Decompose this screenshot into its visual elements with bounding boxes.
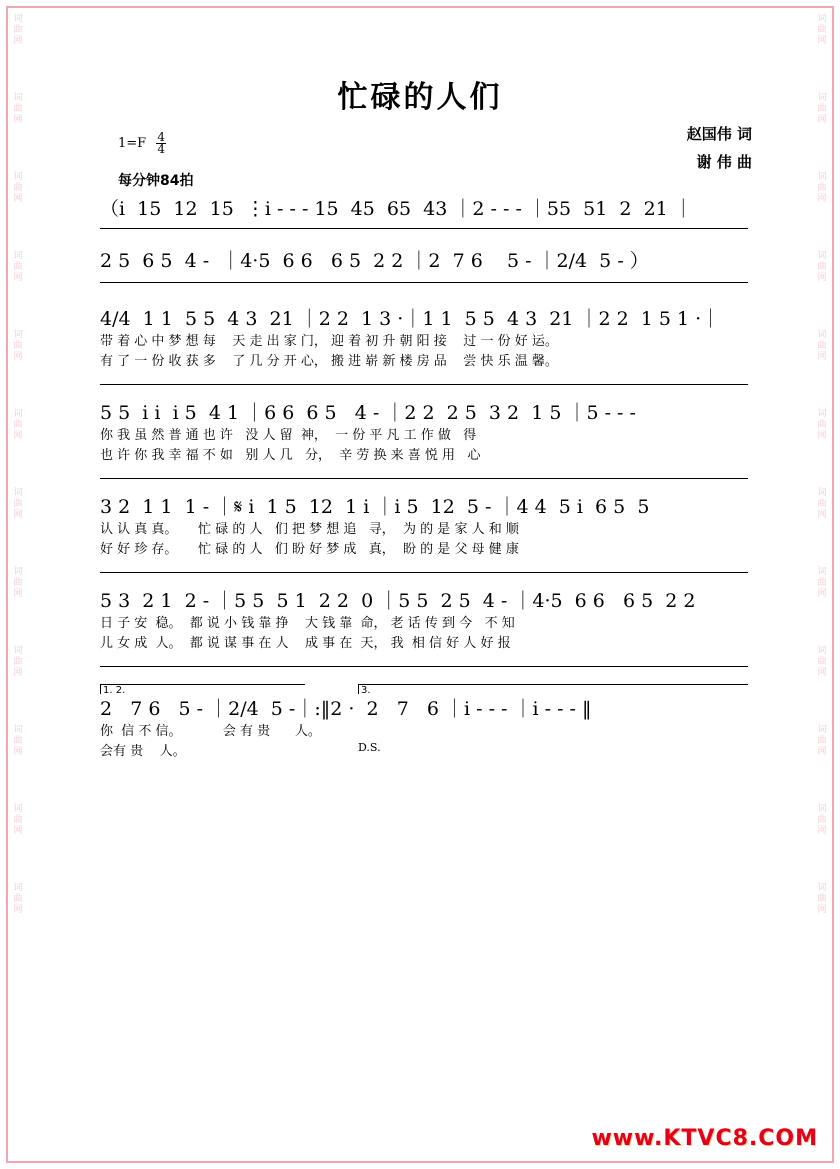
lyrics-line-1: 带 着 心 中 梦 想 每 天 走 出 家 门， 迎 着 初 升 朝 阳 接 过 一 份 好 运。 (100, 334, 558, 349)
watermark-text: 词 曲 网 (13, 172, 23, 204)
watermark-text: 词 曲 网 (13, 567, 23, 599)
notation-line: 2 5 6 5 4 - ｜4·5 6 6 6 5 2 2 ｜2 7 6 5 - ｜2/4 5 - ） (100, 250, 649, 272)
time-signature-numerator: 4 (157, 130, 165, 144)
watermark-text: 词 曲 网 (13, 646, 23, 678)
notation-line: 5 5 i i i 5 4 1 ｜6 6 6 5 4 - ｜2 2 2 5 3 2 1 5 ｜5 - - - (100, 402, 636, 424)
tempo-marking: 每分钟84拍 (118, 173, 194, 189)
watermark-text: 词 曲 网 (817, 251, 827, 283)
watermark-text: 词 曲 网 (817, 93, 827, 125)
notation-line: 5 3 2 1 2 - ｜5 5 5 1 2 2 0 ｜5 5 2 5 4 - ｜4·5 6 6 6 5 2 2 (100, 590, 696, 612)
music-score (100, 196, 760, 786)
watermark-text: 词 曲 网 (13, 804, 23, 836)
lyricist-credit: 赵国伟 词 (686, 125, 752, 143)
time-signature-denominator: 4 (157, 142, 165, 156)
page-title: 忙碌的人们 (337, 80, 503, 115)
lyrics-line-2: 好 好 珍 存。 忙 碌 的 人 们 盼 好 梦 成 真， 盼 的 是 父 母 健 康 (100, 542, 519, 557)
watermark-text: 词 曲 网 (817, 883, 827, 915)
watermark-text: 词 曲 网 (13, 725, 23, 757)
time-signature (156, 132, 166, 155)
score-system (100, 494, 760, 580)
watermark-right (814, 14, 830, 962)
watermark-text: 词 曲 网 (13, 251, 23, 283)
watermark-text: 词 曲 网 (817, 488, 827, 520)
credits (687, 120, 752, 176)
notation-line: 2 7 6 5 - ｜2/4 5 -｜:‖2 · 2 7 6 ｜i - - - ｜i - - - ‖ (100, 698, 592, 720)
volta-brackets (100, 682, 760, 696)
watermark-text: 词 曲 网 (817, 804, 827, 836)
lyrics-line-1: 你 我 虽 然 普 通 也 许 没 人 留 神， 一 份 平 凡 工 作 做 得 (100, 428, 477, 443)
watermark-text: 词 曲 网 (13, 330, 23, 362)
notation-line: 3 2 1 1 1 - ｜𝄋 i 1 5 12 1 i ｜i 5 12 5 - ｜4 4 5 i 6 5 5 (100, 496, 650, 518)
watermark-text: 词 曲 网 (13, 93, 23, 125)
score-system (100, 306, 760, 392)
watermark-text: 词 曲 网 (817, 14, 827, 46)
score-system-ending (100, 682, 760, 778)
volta-3: 3. (358, 684, 748, 694)
watermark-text: 词 曲 网 (817, 567, 827, 599)
lyrics-line-1: 认 认 真 真。 忙 碌 的 人 们 把 梦 想 追 寻， 为 的 是 家 人 和 顺 (100, 522, 519, 537)
key-signature (118, 132, 166, 155)
volta-1-2: 1. 2. (100, 684, 305, 694)
lyrics-line-2: 儿 女 成 人。 都 说 谋 事 在 人 成 事 在 天， 我 相 信 好 人 好 报 (100, 636, 511, 651)
lyrics-line-2: 有 了 一 份 收 获 多 了 几 分 开 心， 搬 进 崭 新 楼 房 品 尝 快 乐 温 馨。 (100, 354, 558, 369)
watermark-text: 词 曲 网 (817, 409, 827, 441)
watermark-text: 词 曲 网 (817, 725, 827, 757)
watermark-text: 词 曲 网 (817, 172, 827, 204)
lyrics-line-1: 你 信 不 信。 会 有 贵 人。 (100, 724, 321, 739)
watermark-text: 词 曲 网 (13, 14, 23, 46)
site-logo: www.KTVC8.COM (591, 1126, 818, 1151)
watermark-left (10, 14, 26, 962)
lyrics-line-2: 会有 贵 人。 (100, 744, 186, 759)
score-system (100, 400, 760, 486)
score-system (100, 248, 760, 296)
notation-line: （i 15 12 15 ⋮i - - - 15 45 65 43 ｜2 - - - ｜55 51 2 21 ｜ (100, 198, 693, 220)
ds-mark: D.S. (358, 741, 381, 754)
watermark-text: 词 曲 网 (13, 409, 23, 441)
composer-credit: 谢 伟 曲 (696, 153, 752, 171)
lyrics-line-1: 日 子 安 稳。 都 说 小 钱 靠 挣 大 钱 靠 命， 老 话 传 到 今 不 知 (100, 616, 515, 631)
lyrics-line-2: 也 许 你 我 幸 福 不 如 别 人 几 分， 辛 劳 换 来 喜 悦 用 心 (100, 448, 481, 463)
score-system (100, 196, 760, 240)
key-signature-label: 1=F (118, 136, 147, 151)
watermark-text: 词 曲 网 (817, 330, 827, 362)
watermark-text: 词 曲 网 (13, 883, 23, 915)
score-system (100, 588, 760, 674)
watermark-text: 词 曲 网 (13, 488, 23, 520)
notation-line: 4/4 1 1 5 5 4 3 21 ｜2 2 1 3 ·｜1 1 5 5 4 3 21 ｜2 2 1 5 1 ·｜ (100, 308, 721, 330)
watermark-text: 词 曲 网 (817, 646, 827, 678)
